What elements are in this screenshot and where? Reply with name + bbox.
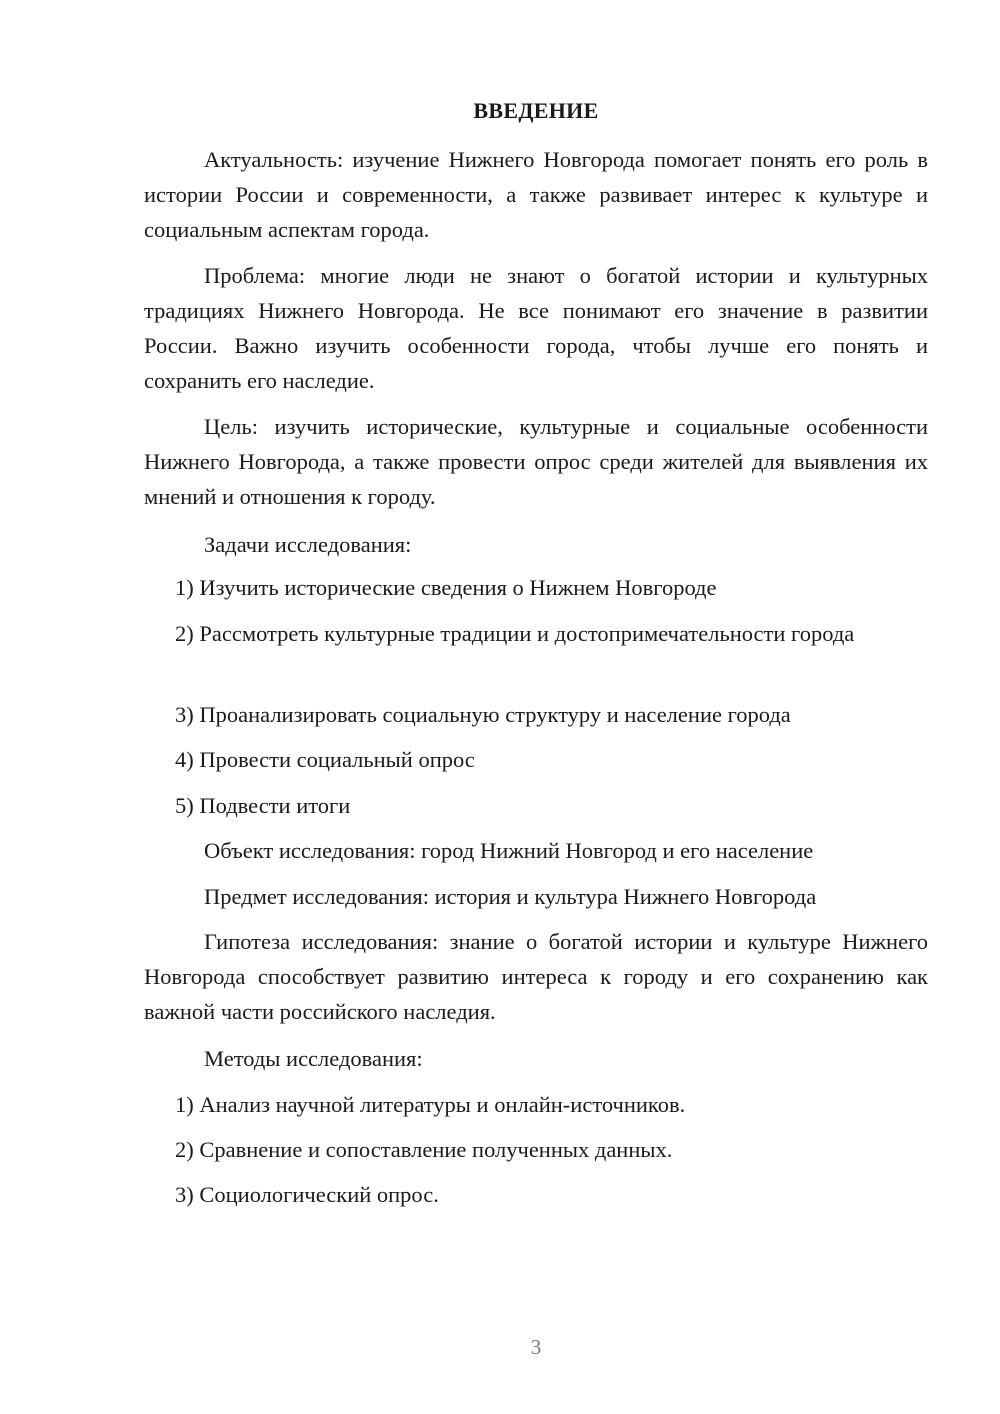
page-number: 3	[530, 1335, 542, 1359]
problem-paragraph: Проблема: многие люди не знают о богатой истории и культурных традициях Нижнего Новгорода. Не все понимают его значение в развитии России. Важно изучить особенности города, чтобы лучше его понять и сохранить его наследие.	[144, 263, 928, 393]
method-item: 1) Анализ научной литературы и онлайн-источников.	[175, 1092, 686, 1117]
task-item: 5) Подвести итоги	[175, 793, 351, 818]
task-item: 1) Изучить исторические сведения о Нижнем Новгороде	[175, 575, 717, 600]
goal-paragraph: Цель: изучить исторические, культурные и социальные особенности Нижнего Новгорода, а также провести опрос среди жителей для выявления их мнений и отношения к городу.	[144, 414, 928, 509]
task-item: 3) Проанализировать социальную структуру и население города	[175, 702, 791, 727]
document-page	[144, 0, 928, 1414]
tasks-heading: Задачи исследования:	[204, 532, 412, 557]
actuality-paragraph: Актуальность: изучение Нижнего Новгорода помогает понять его роль в истории России и современности, а также развивает интерес к культуре и социальным аспектам города.	[144, 147, 928, 242]
method-item: 2) Сравнение и сопоставление полученных данных.	[175, 1137, 673, 1162]
task-item: 2) Рассмотреть культурные традиции и достопримечательности города	[175, 621, 855, 646]
hypothesis-paragraph: Гипотеза исследования: знание о богатой истории и культуре Нижнего Новгорода способствует развитию интереса к городу и его сохранению как важной части российского наследия.	[144, 929, 928, 1024]
method-item: 3) Социологический опрос.	[175, 1182, 439, 1207]
methods-heading: Методы исследования:	[204, 1046, 423, 1071]
subject-line: Предмет исследования: история и культура Нижнего Новгорода	[204, 884, 817, 909]
task-item: 4) Провести социальный опрос	[175, 747, 475, 772]
section-title: ВВЕДЕНИЕ	[473, 98, 599, 123]
object-line: Объект исследования: город Нижний Новгород и его население	[204, 838, 814, 863]
